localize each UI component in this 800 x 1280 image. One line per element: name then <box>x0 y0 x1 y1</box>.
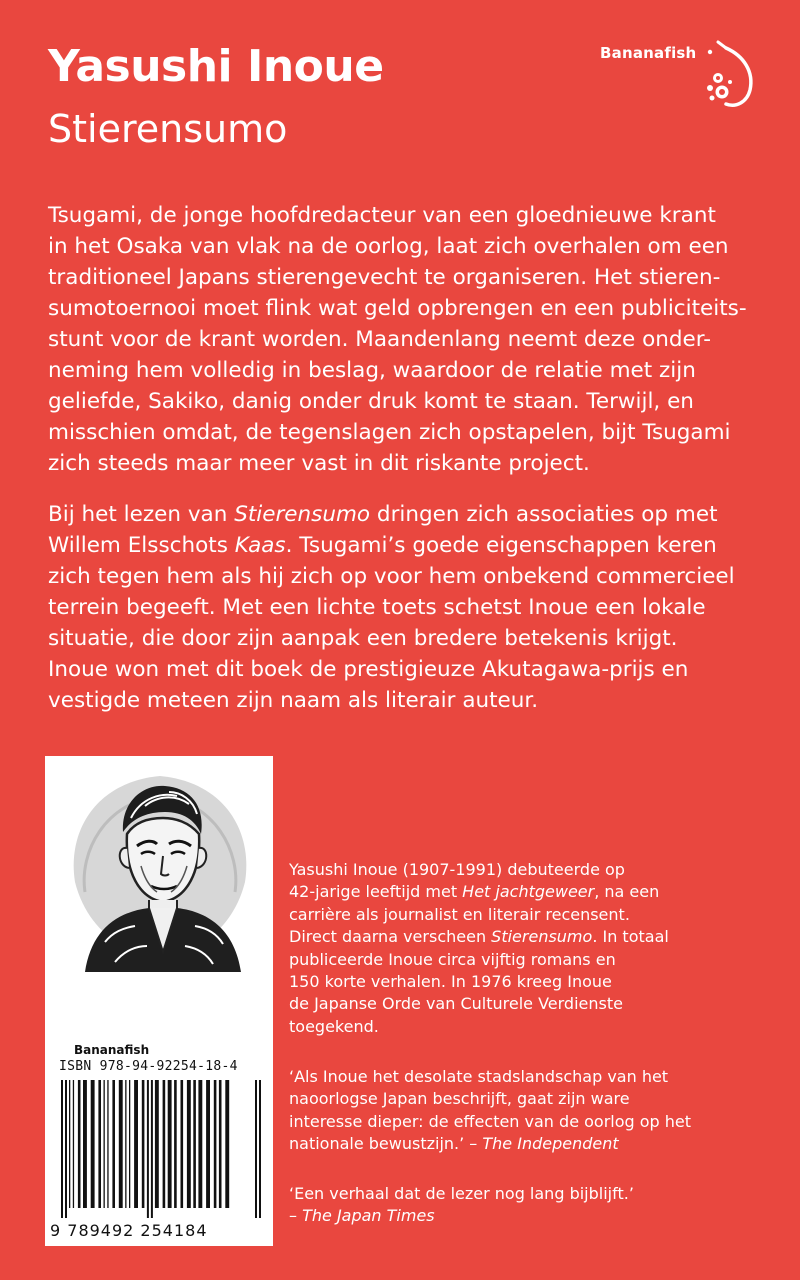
barcode-bar <box>78 1080 81 1208</box>
blurb-line: zich tegen hem als hij zich op voor hem onbekend commercieel <box>48 564 735 589</box>
barcode-bar <box>155 1080 159 1208</box>
publisher-name: Bananafish <box>600 44 697 62</box>
quote-source: The Japan Times <box>302 1206 435 1226</box>
bio-line: 42-jarige leeftijd met Het jachtgeweer, na een <box>289 882 660 902</box>
blurb-line: zich steeds maar meer vast in dit riskante project. <box>48 451 590 476</box>
blurb-paragraph-2 <box>48 499 768 716</box>
barcode-bar <box>151 1080 153 1218</box>
author-bio <box>289 859 759 1038</box>
blurb-line: geliefde, Sakiko, danig onder druk komt te staan. Terwijl, en <box>48 389 694 414</box>
bananafish-logo-icon <box>700 34 760 114</box>
author-portrait <box>65 762 255 972</box>
bio-line: toegekend. <box>289 1016 379 1036</box>
barcode-publisher: Bananafish <box>74 1043 150 1057</box>
barcode-bar <box>73 1080 74 1208</box>
barcode-bar <box>181 1080 184 1208</box>
barcode <box>59 1080 263 1218</box>
barcode-bar <box>112 1080 115 1208</box>
barcode-bar <box>198 1080 202 1208</box>
barcode-bar <box>187 1080 191 1208</box>
quote-line: nationale bewustzijn.’ – The Independent <box>289 1134 619 1154</box>
bio-line: Direct daarna verscheen Stierensumo. In totaal <box>289 927 669 947</box>
quote-line: – The Japan Times <box>289 1206 435 1226</box>
barcode-bar <box>219 1080 222 1208</box>
book-title-italic: Stierensumo <box>234 502 371 527</box>
barcode-bar <box>65 1080 67 1218</box>
barcode-bar <box>119 1080 123 1208</box>
press-quote-japan-times <box>289 1183 759 1228</box>
bio-line: de Japanse Orde van Culturele Verdienste <box>289 994 623 1014</box>
blurb-line: traditioneel Japans stierengevecht te organiseren. Het stieren- <box>48 265 721 290</box>
quote-line: ‘Een verhaal dat de lezer nog lang bijblijft.’ <box>289 1184 634 1203</box>
quote-line: interesse dieper: de effecten van de oorlog op het <box>289 1111 692 1131</box>
barcode-bar <box>107 1080 108 1208</box>
barcode-bar <box>147 1080 149 1218</box>
bio-line: 150 korte verhalen. In 1976 kreeg Inoue <box>289 972 612 992</box>
isbn-number: ISBN 978-94-92254-18-4 <box>59 1059 238 1074</box>
barcode-bar <box>98 1080 101 1208</box>
blurb-line: in het Osaka van vlak na de oorlog, laat zich overhalen om een <box>48 234 729 259</box>
barcode-bar <box>125 1080 126 1208</box>
blurb-line: situatie, die door zijn aanpak een bredere betekenis krijgt. <box>48 626 678 651</box>
blurb-line: Inoue won met dit boek de prestigieuze Akutagawa-prijs en <box>48 657 689 682</box>
author-name: Yasushi Inoue <box>48 41 384 92</box>
barcode-bar <box>225 1080 229 1208</box>
barcode-bar <box>91 1080 95 1208</box>
barcode-bar <box>142 1080 145 1208</box>
book-title: Stierensumo <box>48 107 288 151</box>
blurb-line: neming hem volledig in beslag, waardoor de relatie met zijn <box>48 358 696 383</box>
book-title-italic: Stierensumo <box>491 927 593 947</box>
barcode-bar <box>69 1080 70 1208</box>
barcode-bar <box>104 1080 105 1208</box>
blurb-line: sumotoernooi moet flink wat geld opbrengen en een publiciteits- <box>48 296 747 321</box>
barcode-bar <box>206 1080 210 1208</box>
bio-line: Yasushi Inoue (1907-1991) debuteerde op <box>289 860 625 879</box>
blurb-line: misschien omdat, de tegenslagen zich opstapelen, bijt Tsugami <box>48 420 731 445</box>
barcode-bar <box>163 1080 166 1208</box>
reference-title-italic: Kaas <box>234 533 286 558</box>
barcode-digits: 9 789492 254184 <box>50 1221 208 1240</box>
blurb-line: terrein begeeft. Met een lichte toets schetst Inoue een lokale <box>48 595 706 620</box>
blurb-line: Bij het lezen van Stierensumo dringen zich associaties op met <box>48 502 718 527</box>
blurb-line: Tsugami, de jonge hoofdredacteur van een gloednieuwe krant <box>48 203 716 228</box>
blurb-line: stunt voor de krant worden. Maandenlang neemt deze onder- <box>48 327 711 352</box>
info-box <box>45 756 273 1246</box>
quote-line: naoorlogse Japan beschrijft, gaat zijn ware <box>289 1089 630 1109</box>
barcode-bar <box>259 1080 261 1218</box>
publisher-logo <box>600 34 760 114</box>
press-quote-independent <box>289 1066 759 1156</box>
barcode-bar <box>193 1080 196 1208</box>
debut-title-italic: Het jachtgeweer <box>462 882 595 902</box>
barcode-bar <box>214 1080 217 1208</box>
barcode-bar <box>168 1080 172 1208</box>
blurb-line: vestigde meteen zijn naam als literair auteur. <box>48 688 539 713</box>
quote-line: ‘Als Inoue het desolate stadslandschap van het <box>289 1067 669 1086</box>
barcode-bar <box>255 1080 257 1218</box>
barcode-bar <box>134 1080 138 1208</box>
barcode-bar <box>174 1080 177 1208</box>
bio-line: carrière als journalist en literair recensent. <box>289 904 630 924</box>
barcode-bar <box>83 1080 87 1208</box>
barcode-bar <box>129 1080 130 1208</box>
blurb-line: Willem Elsschots Kaas. Tsugami’s goede eigenschappen keren <box>48 533 717 558</box>
barcode-bar <box>61 1080 63 1218</box>
bio-line: publiceerde Inoue circa vijftig romans en <box>289 949 616 969</box>
blurb-paragraph-1 <box>48 200 768 479</box>
quote-source: The Independent <box>482 1134 619 1154</box>
